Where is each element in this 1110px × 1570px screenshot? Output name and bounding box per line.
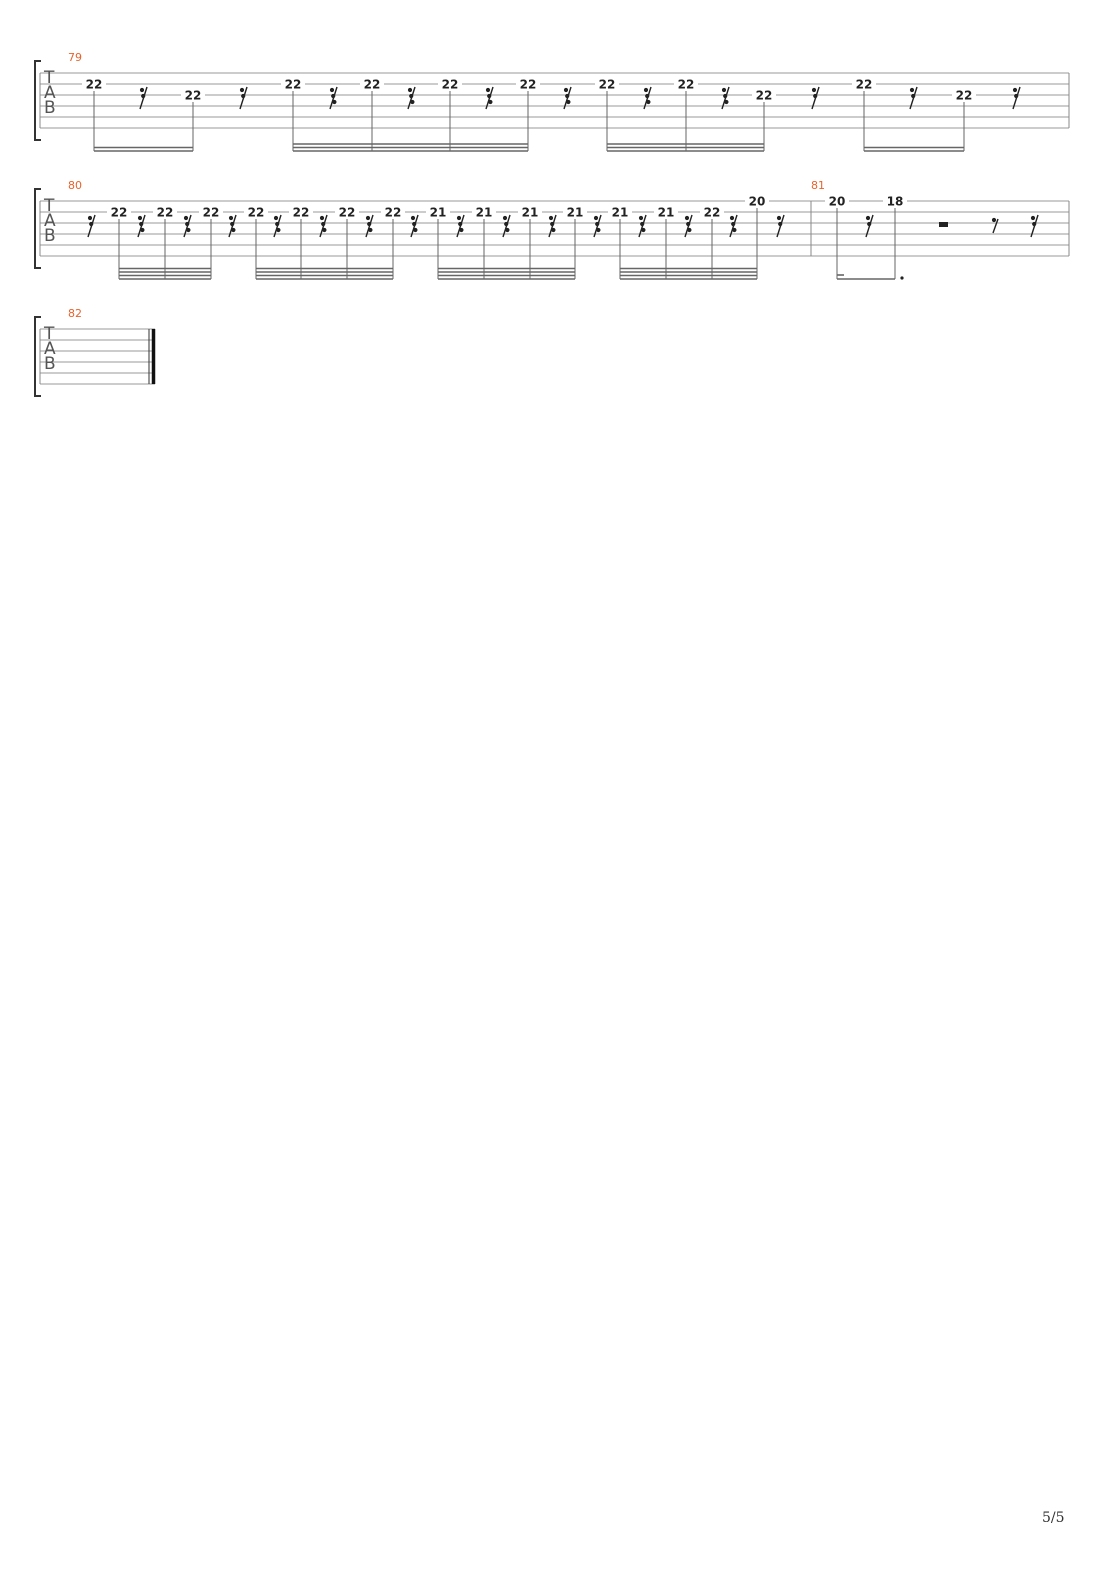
- augmentation-dot: [900, 276, 903, 279]
- fret-number: 22: [955, 88, 973, 103]
- rest-dot: [596, 228, 600, 232]
- fret-number: 22: [703, 205, 721, 220]
- rest-dot: [459, 228, 463, 232]
- rest-dot: [321, 222, 325, 226]
- rest-dot: [731, 222, 735, 226]
- fret-number: 21: [475, 205, 493, 220]
- fret-number: 22: [284, 77, 302, 92]
- fret-number: 21: [566, 205, 584, 220]
- fret-number: 22: [519, 77, 537, 92]
- fret-number: 21: [429, 205, 447, 220]
- rest-dot: [504, 222, 508, 226]
- rest-dot: [503, 216, 507, 220]
- clef-letter: T: [44, 324, 55, 344]
- rest-dot: [867, 222, 871, 226]
- fret-number: 22: [755, 88, 773, 103]
- rest-dot: [275, 222, 279, 226]
- fret-number: 22: [598, 77, 616, 92]
- rest-dot: [413, 228, 417, 232]
- rest-dot: [412, 222, 416, 226]
- rest-dot: [368, 228, 372, 232]
- rest-dot: [488, 100, 492, 104]
- rest-dot: [332, 100, 336, 104]
- rest-dot: [732, 228, 736, 232]
- clef-letter: A: [44, 211, 56, 231]
- fret-number: 21: [657, 205, 675, 220]
- rest-dot: [88, 216, 92, 220]
- clef-letter: A: [44, 339, 56, 359]
- rest-dot: [409, 94, 413, 98]
- fret-number: 22: [441, 77, 459, 92]
- rest-dot: [812, 88, 816, 92]
- fret-number: 20: [748, 194, 766, 209]
- rest-dot: [241, 94, 245, 98]
- fret-number: 22: [338, 205, 356, 220]
- page-number: 5/5: [1042, 1510, 1065, 1526]
- clef-letter: B: [44, 98, 56, 118]
- clef-letter: A: [44, 83, 56, 103]
- rest-dot: [231, 228, 235, 232]
- rest-dot: [644, 88, 648, 92]
- rest-dot: [139, 222, 143, 226]
- rest-dot: [185, 222, 189, 226]
- rest-dot: [992, 218, 996, 222]
- rest-dot: [186, 228, 190, 232]
- rest-dot: [487, 94, 491, 98]
- measure-number: 82: [68, 307, 82, 320]
- rest-dot: [240, 88, 244, 92]
- rest-dot: [594, 216, 598, 220]
- rest-dot: [646, 100, 650, 104]
- rest-dot: [274, 216, 278, 220]
- rest-dot: [505, 228, 509, 232]
- rest-dot: [910, 88, 914, 92]
- fret-number: 22: [677, 77, 695, 92]
- half-rest: [939, 222, 948, 227]
- rest-dot: [686, 222, 690, 226]
- rest-dot: [138, 216, 142, 220]
- rest-dot: [685, 216, 689, 220]
- clef-letter: B: [44, 226, 56, 246]
- rest-dot: [723, 94, 727, 98]
- measure-number: 80: [68, 179, 82, 192]
- rest-dot: [549, 216, 553, 220]
- rest-dot: [141, 94, 145, 98]
- fret-number: 22: [292, 205, 310, 220]
- clef-letter: T: [44, 196, 55, 216]
- rest-dot: [1014, 94, 1018, 98]
- rest-dot: [777, 216, 781, 220]
- rest-dot: [550, 222, 554, 226]
- rest-dot: [1013, 88, 1017, 92]
- rest-dot: [565, 94, 569, 98]
- rest-dot: [367, 222, 371, 226]
- rest-dot: [184, 216, 188, 220]
- fret-number: 22: [247, 205, 265, 220]
- fret-number: 20: [828, 194, 846, 209]
- rest-dot: [1031, 216, 1035, 220]
- rest-dot: [457, 216, 461, 220]
- fret-number: 22: [85, 77, 103, 92]
- rest-dot: [411, 216, 415, 220]
- rest-dot: [911, 94, 915, 98]
- rest-dot: [640, 222, 644, 226]
- measure-number: 79: [68, 51, 82, 64]
- fret-number: 22: [184, 88, 202, 103]
- rest-dot: [229, 216, 233, 220]
- rest-dot: [551, 228, 555, 232]
- rest-dot: [410, 100, 414, 104]
- rest-dot: [330, 88, 334, 92]
- rest-dot: [595, 222, 599, 226]
- fret-number: 22: [363, 77, 381, 92]
- rest-dot: [458, 222, 462, 226]
- rest-dot: [276, 228, 280, 232]
- rest-dot: [408, 88, 412, 92]
- fret-number: 22: [156, 205, 174, 220]
- rest-dot: [730, 216, 734, 220]
- rest-dot: [687, 228, 691, 232]
- rest-dot: [89, 222, 93, 226]
- fret-number: 21: [611, 205, 629, 220]
- rest-dot: [486, 88, 490, 92]
- rest-dot: [778, 222, 782, 226]
- rest-dot: [140, 228, 144, 232]
- fret-number: 22: [110, 205, 128, 220]
- rest-dot: [564, 88, 568, 92]
- rest-dot: [230, 222, 234, 226]
- rest-dot: [813, 94, 817, 98]
- rest-dot: [641, 228, 645, 232]
- rest-dot: [140, 88, 144, 92]
- clef-letter: T: [44, 68, 55, 88]
- rest-dot: [866, 216, 870, 220]
- fret-number: 22: [202, 205, 220, 220]
- rest-dot: [322, 228, 326, 232]
- rest-dot: [331, 94, 335, 98]
- fret-number: 22: [855, 77, 873, 92]
- measure-number: 81: [811, 179, 825, 192]
- fret-number: 22: [384, 205, 402, 220]
- rest-dot: [566, 100, 570, 104]
- rest-dot: [320, 216, 324, 220]
- rest-dot: [639, 216, 643, 220]
- fret-number: 18: [886, 194, 904, 209]
- rest-dot: [1032, 222, 1036, 226]
- rest-dot: [645, 94, 649, 98]
- notation-layer: [68, 51, 1038, 320]
- clef-letter: B: [44, 354, 56, 374]
- rest-dot: [366, 216, 370, 220]
- rest-dot: [722, 88, 726, 92]
- rest-dot: [724, 100, 728, 104]
- fret-number: 21: [521, 205, 539, 220]
